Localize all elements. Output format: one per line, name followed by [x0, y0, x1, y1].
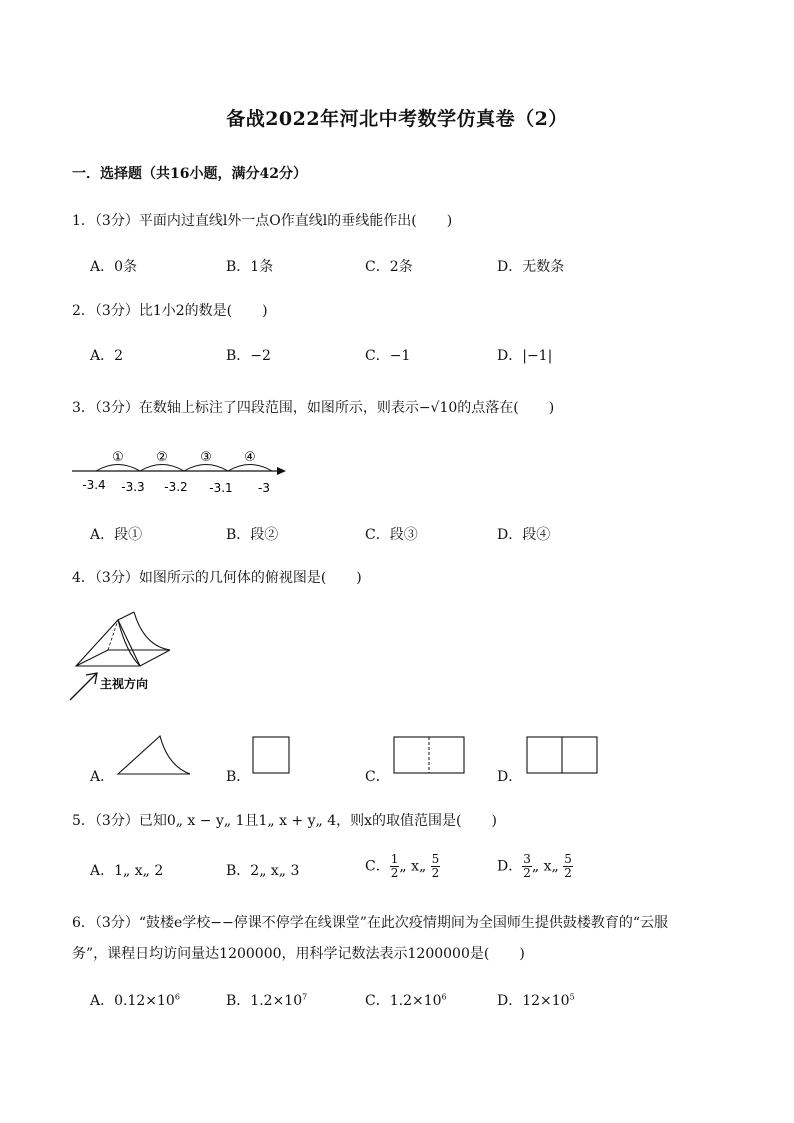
q3-option-a[interactable]: A．段①: [90, 527, 143, 543]
question-6-line-2: 务”，课程日均访问量达1200000，用科学记数法表示1200000是( ): [72, 946, 525, 962]
q5-option-d[interactable]: D． $\frac{3}{2}$ „ x„ $\frac{5}{2}$: [497, 852, 572, 880]
question-2-stem: 2．（3分）比1小2的数是( ): [72, 303, 268, 319]
q1-option-a[interactable]: A．0条: [90, 259, 138, 275]
q2-option-a[interactable]: A．2: [90, 348, 124, 364]
q1-option-b[interactable]: B．1条: [226, 259, 274, 275]
page-title: 备战2022年河北中考数学仿真卷（2）: [226, 108, 568, 130]
tick-label: -3: [258, 481, 270, 495]
number-line-figure: [68, 440, 298, 502]
q4-option-c-figure[interactable]: [391, 735, 467, 777]
radical-expression: −√10: [418, 400, 458, 416]
q5-option-a[interactable]: A．1„ x„ 2: [90, 863, 164, 879]
view-direction-arrow: [70, 674, 96, 700]
tick-label: -3.3: [121, 480, 145, 494]
q5-option-b[interactable]: B．2„ x„ 3: [226, 863, 300, 879]
q3-option-d[interactable]: D．段④: [497, 527, 551, 543]
q6-option-b[interactable]: B．$1.2\times 10^7$: [226, 992, 308, 1009]
q5-option-c[interactable]: C． $\frac{1}{2}$ „ x„ $\frac{5}{2}$: [365, 852, 440, 880]
solid-figure: [66, 608, 186, 704]
question-4-stem: 4．（3分）如图所示的几何体的俯视图是( ): [72, 570, 362, 586]
segment-label-4: ④: [244, 450, 256, 465]
segment-label-1: ①: [112, 450, 124, 465]
tick-label: -3.2: [164, 480, 188, 494]
q6-option-d[interactable]: D．$12\times 10^5$: [497, 992, 575, 1009]
segment-label-3: ③: [200, 450, 212, 465]
view-direction-label: 主视方向: [100, 677, 149, 691]
question-3-stem: 3．（3分）在数轴上标注了四段范围，如图所示，则表示−√10的点落在( ): [72, 400, 555, 416]
q1-option-d[interactable]: D．无数条: [497, 259, 565, 275]
q4-option-c-label[interactable]: C．: [365, 769, 390, 785]
q4-option-b-figure[interactable]: [250, 735, 292, 777]
q4-option-d-figure[interactable]: [524, 735, 600, 777]
q4-option-b-label[interactable]: B．: [226, 769, 251, 785]
tick-label: -3.4: [82, 478, 106, 492]
tick-label: -3.1: [209, 481, 233, 495]
q2-option-b[interactable]: B．−2: [226, 348, 271, 364]
question-1-stem: 1．（3分）平面内过直线l外一点O作直线l的垂线能作出( ): [72, 213, 453, 229]
q2-option-d[interactable]: D．|−1|: [497, 348, 553, 364]
q4-option-a-figure[interactable]: [112, 732, 196, 778]
q3-option-c[interactable]: C．段③: [365, 527, 418, 543]
q4-option-d-label[interactable]: D．: [497, 769, 523, 785]
arrow-icon: [277, 467, 286, 475]
question-5-stem: 5．（3分）已知0„ x − y„ 1且1„ x + y„ 4，则x的取值范围是( ): [72, 813, 497, 829]
segment-arc-4: [228, 465, 272, 472]
segment-arc-1: [96, 465, 140, 472]
q1-option-c[interactable]: C．2条: [365, 259, 413, 275]
segment-arc-2: [140, 465, 184, 472]
q6-option-a[interactable]: A．$0.12\times 10^6$: [90, 992, 180, 1009]
question-6-line-1: 6．（3分）“鼓楼e学校−−停课不停学在线课堂”在此次疫情期间为全国师生提供鼓楼教育的“云服: [72, 915, 669, 931]
q4-option-a-label[interactable]: A．: [90, 769, 115, 785]
segment-arc-3: [184, 465, 228, 472]
q6-option-c[interactable]: C．$1.2\times 10^6$: [365, 992, 447, 1009]
section-heading: 一．选择题（共16小题，满分42分）: [72, 166, 307, 182]
q3-option-b[interactable]: B．段②: [226, 527, 279, 543]
q2-option-c[interactable]: C．−1: [365, 348, 411, 364]
segment-label-2: ②: [156, 450, 168, 465]
